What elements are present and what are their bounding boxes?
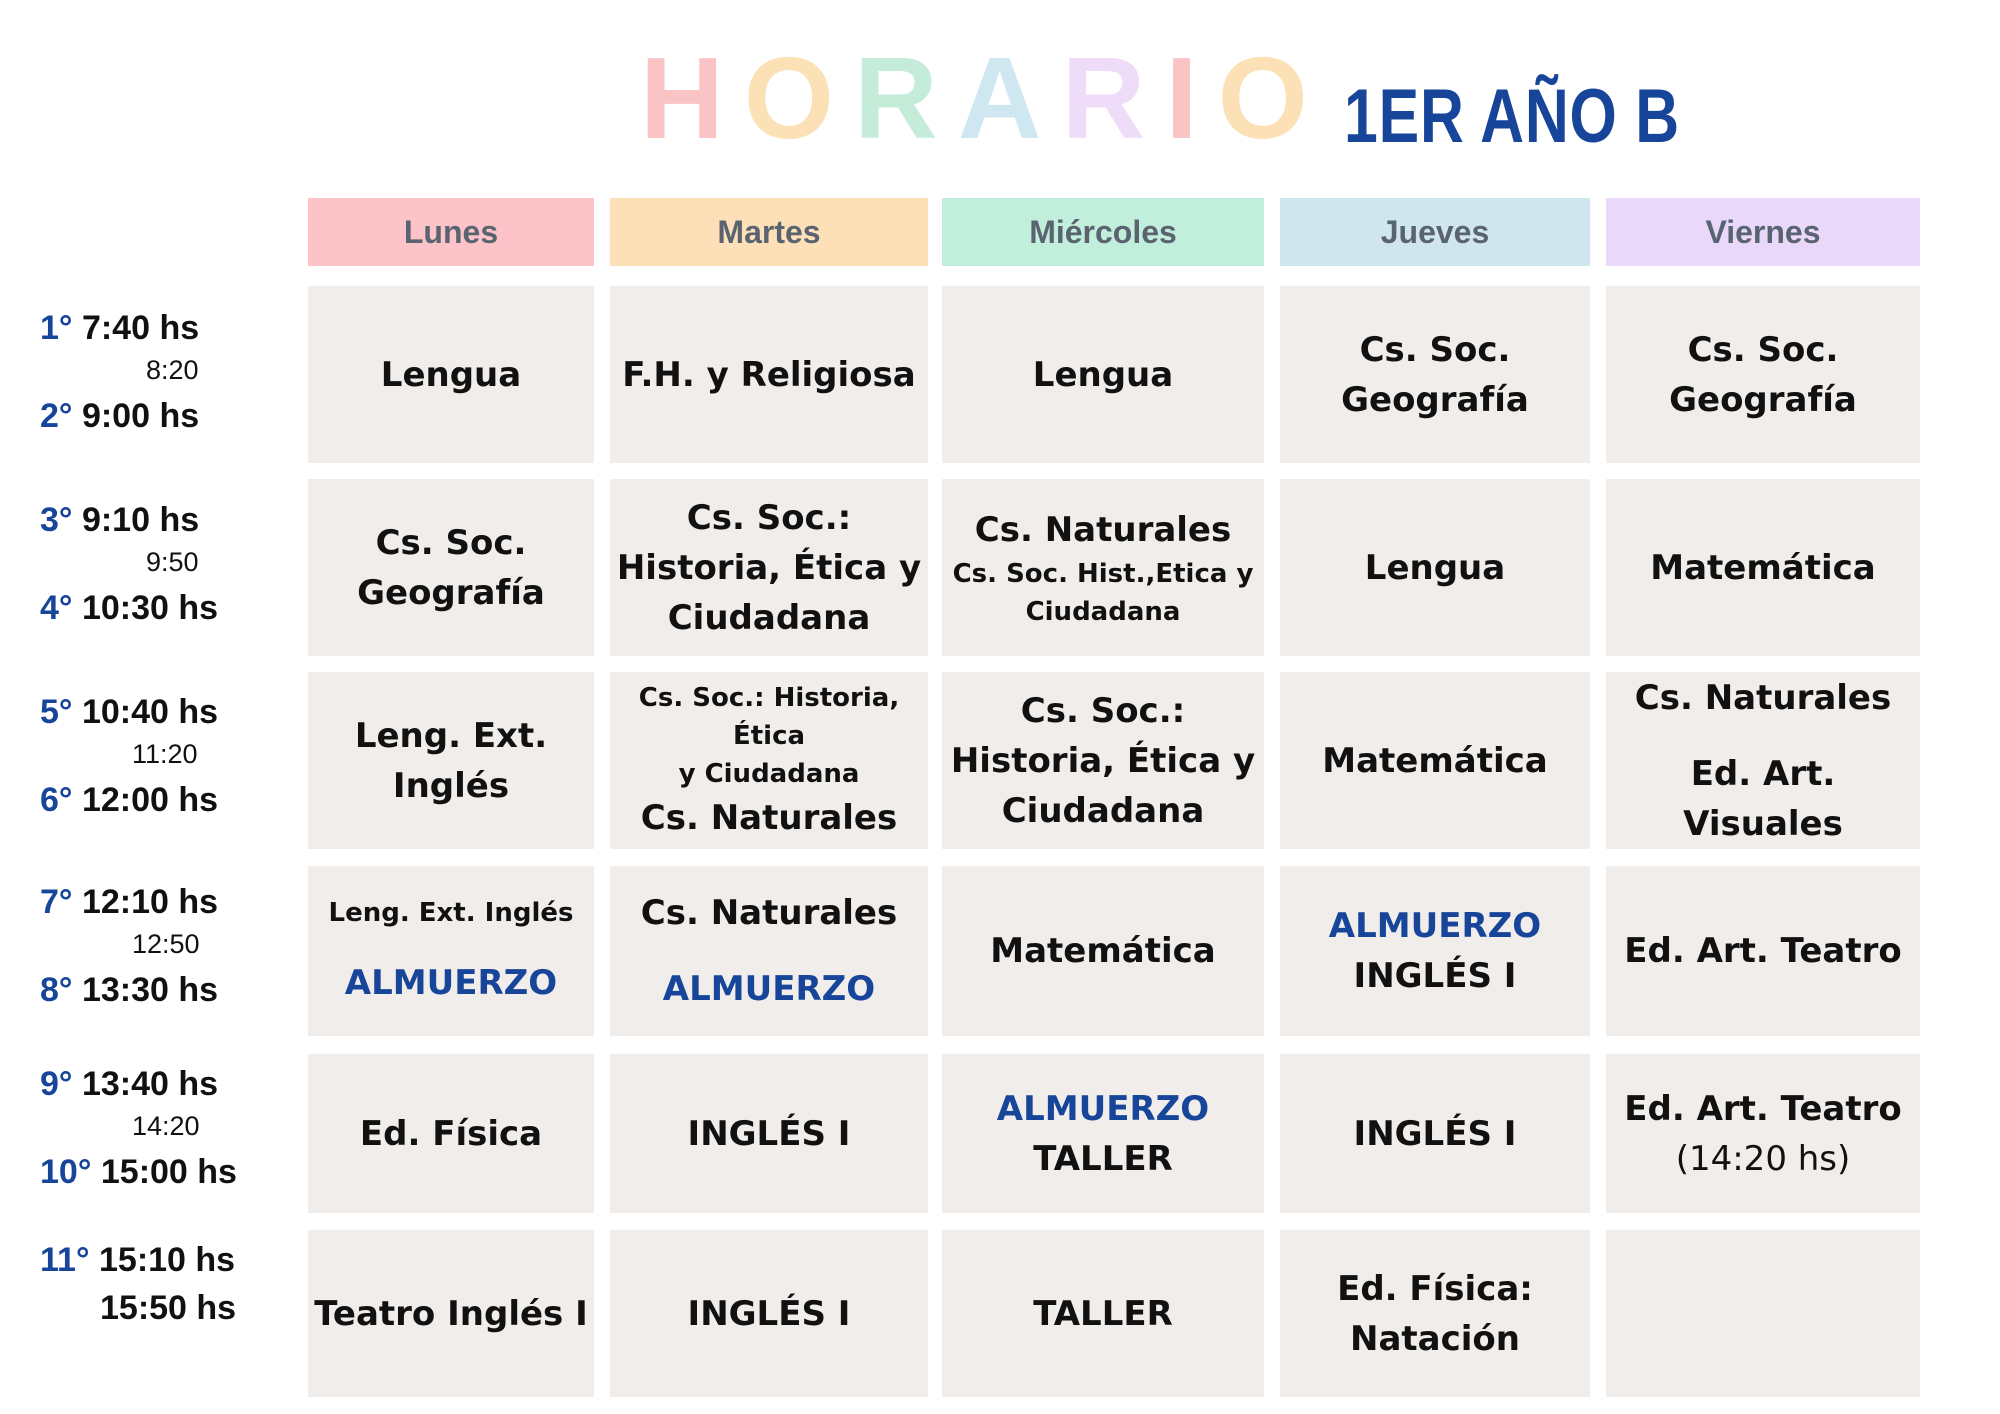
subject-line: Matemática — [1650, 547, 1876, 588]
schedule-cell — [308, 479, 594, 656]
schedule-cell — [1606, 1230, 1920, 1397]
subject-line: Ciudadana — [667, 597, 871, 638]
subject-line: INGLÉS I — [687, 1293, 851, 1334]
mid-time: 8:20 — [146, 355, 199, 385]
period-time — [40, 970, 218, 1010]
period-number: 8° — [40, 971, 82, 1009]
period-number: 6° — [40, 781, 82, 819]
subject-line: Ciudadana — [1001, 790, 1205, 831]
schedule-cell — [610, 286, 928, 463]
schedule-cell — [1280, 1054, 1590, 1213]
period-time — [40, 1152, 237, 1192]
period-time — [40, 588, 218, 628]
schedule-cell — [1280, 479, 1590, 656]
subject-line: Ed. Física — [359, 1113, 543, 1154]
period-time — [40, 692, 218, 732]
subject-line: Lengua — [1032, 354, 1174, 395]
subject-line: Historia, Ética y — [950, 740, 1256, 781]
subject-line: (14:20 hs) — [1675, 1138, 1851, 1179]
class-label: 1ER AÑO B — [1344, 74, 1681, 159]
title-letter: A — [957, 33, 1042, 163]
subject-line: Cs. Naturales — [974, 509, 1232, 550]
lunch-label: ALMUERZO — [996, 1088, 1210, 1129]
subject-line: Cs. Soc. — [375, 522, 527, 563]
subject-line: TALLER — [1033, 1138, 1173, 1179]
title-letter: H — [640, 33, 724, 163]
lunch-label: ALMUERZO — [1328, 906, 1542, 946]
schedule-cell — [1606, 672, 1920, 849]
subject-line: Geografía — [357, 572, 545, 613]
clock-time: 12:10 hs — [81, 883, 219, 921]
period-time — [40, 780, 218, 820]
mid-time: 14:20 — [132, 1111, 200, 1141]
schedule-cell — [1606, 479, 1920, 656]
subject-line: Matemática — [990, 931, 1216, 971]
period-time — [40, 1064, 218, 1104]
period-number: 11° — [40, 1241, 99, 1279]
schedule-cell — [1280, 672, 1590, 849]
day-header-lunes: Lunes — [308, 198, 594, 266]
schedule-cell — [308, 1230, 594, 1397]
subject-line: y Ciudadana — [678, 758, 860, 789]
period-number: 3° — [40, 501, 82, 539]
subject-line: Ed. Art. Teatro — [1624, 931, 1902, 971]
mid-time: 9:50 — [146, 547, 199, 577]
subject-line: Cs. Naturales — [640, 893, 898, 933]
schedule-cell — [308, 866, 594, 1036]
schedule-cell — [942, 672, 1264, 849]
subject-line: TALLER — [1033, 1293, 1173, 1334]
period-time — [40, 308, 199, 348]
period-time — [40, 1240, 235, 1280]
period-time — [40, 396, 199, 436]
subject-line: Matemática — [1322, 740, 1548, 781]
clock-time: 13:40 hs — [81, 1065, 219, 1103]
clock-time: 15:10 hs — [99, 1241, 236, 1279]
subject-line: INGLÉS I — [1353, 956, 1517, 996]
day-header-miércoles: Miércoles — [942, 198, 1264, 266]
day-header-jueves: Jueves — [1280, 198, 1590, 266]
subject-line: Cs. Soc. — [1687, 329, 1839, 370]
schedule-cell — [1280, 286, 1590, 463]
subject-line: Historia, Ética y — [616, 547, 922, 588]
lunch-label: ALMUERZO — [662, 969, 876, 1009]
period-time — [40, 882, 218, 922]
subject-line: Natación — [1350, 1318, 1520, 1359]
period-number: 5° — [40, 693, 82, 731]
schedule-cell — [942, 1230, 1264, 1397]
schedule-cell — [942, 479, 1264, 656]
subject-line: Lengua — [380, 354, 522, 395]
subject-line: Geografía — [1669, 379, 1857, 420]
subject-line: Cs. Soc. Hist.,Etica y — [952, 558, 1254, 589]
clock-time: 13:30 hs — [81, 971, 219, 1009]
clock-time: 9:10 hs — [81, 501, 200, 539]
subject-line: Inglés — [392, 765, 510, 806]
schedule-cell — [610, 479, 928, 656]
lunch-label: ALMUERZO — [344, 963, 558, 1003]
title-letter: O — [1217, 33, 1308, 163]
subject-line: INGLÉS I — [687, 1113, 851, 1154]
subject-line: F.H. y Religiosa — [622, 354, 916, 395]
schedule-cell — [308, 286, 594, 463]
subject-line: Leng. Ext. — [354, 715, 548, 756]
subject-line: Cs. Soc. — [1359, 329, 1511, 370]
clock-time: 7:40 hs — [81, 309, 200, 347]
subject-line: Cs. Naturales — [1634, 677, 1892, 718]
schedule-cell — [308, 1054, 594, 1213]
period-time — [40, 500, 199, 540]
title-letter: R — [854, 33, 938, 163]
period-number: 1° — [40, 309, 82, 347]
clock-time: 15:50 hs — [100, 1289, 237, 1327]
clock-time: 15:00 hs — [100, 1153, 237, 1191]
period-number: 10° — [40, 1153, 101, 1191]
title-letter: I — [1165, 33, 1198, 163]
subject-line: Geografía — [1341, 379, 1529, 420]
period-number: 2° — [40, 397, 82, 435]
schedule-cell — [610, 672, 928, 849]
clock-time: 9:00 hs — [81, 397, 200, 435]
schedule-cell — [942, 286, 1264, 463]
subject-line: Ed. Art. Visuales — [1683, 753, 1843, 844]
clock-time: 10:40 hs — [81, 693, 219, 731]
subject-line: Ed. Art. Teatro — [1624, 1088, 1902, 1129]
subject-line: Leng. Ext. Inglés — [328, 898, 574, 928]
schedule-cell — [1606, 1054, 1920, 1213]
mid-time: 11:20 — [132, 739, 198, 769]
schedule-cell — [308, 672, 594, 849]
schedule-cell — [1606, 286, 1920, 463]
title-letter: R — [1061, 33, 1146, 163]
schedule-cell — [610, 1054, 928, 1213]
schedule-cell — [610, 1230, 928, 1397]
title-letter: O — [743, 33, 835, 163]
schedule-cell — [1280, 866, 1590, 1036]
schedule-cell — [942, 1054, 1264, 1213]
page-title — [640, 33, 1308, 163]
schedule-cell — [942, 866, 1264, 1036]
period-number: 9° — [40, 1065, 82, 1103]
subject-line: Cs. Soc.: — [686, 497, 852, 538]
schedule-cell — [1280, 1230, 1590, 1397]
period-number: 7° — [40, 883, 82, 921]
schedule-cell — [610, 866, 928, 1036]
clock-time: 10:30 hs — [81, 589, 219, 627]
period-number: 4° — [40, 589, 82, 627]
schedule-cell — [1606, 866, 1920, 1036]
subject-line: Cs. Naturales — [640, 797, 898, 838]
subject-line: INGLÉS I — [1353, 1113, 1517, 1154]
period-time — [100, 1288, 236, 1328]
subject-line: Lengua — [1364, 547, 1506, 588]
subject-line: Ed. Física: — [1337, 1268, 1533, 1309]
clock-time: 12:00 hs — [81, 781, 219, 819]
day-header-viernes: Viernes — [1606, 198, 1920, 266]
mid-time: 12:50 — [132, 929, 200, 959]
subject-line: Teatro Inglés I — [314, 1293, 588, 1334]
subject-line: Ciudadana — [1025, 596, 1181, 627]
day-header-martes: Martes — [610, 198, 928, 266]
subject-line: Cs. Soc.: — [1020, 690, 1186, 731]
subject-line: Cs. Soc.: Historia, Ética — [638, 682, 900, 751]
